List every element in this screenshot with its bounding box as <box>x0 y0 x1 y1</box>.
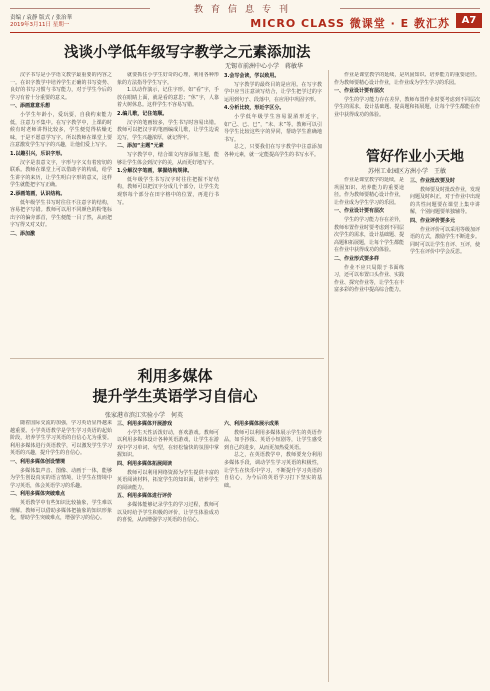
paragraph: 总之，只要我们在写字教学中注意添加各种元素，就一定能提高学生的书写水平。 <box>224 144 322 158</box>
paragraph: 英语教学中有些知识比较抽象，学生难以理解。教师可以借助多媒体把抽象的知识形象化，帮助学生突破难点，增强学习的信心。 <box>10 499 112 522</box>
paragraph: 多媒体集声音、图像、动画于一体，能够为学生创设真实的语言情境，让学生在情境中学习英语，体会英语学习的乐趣。 <box>10 467 112 489</box>
paragraph: 作业评价可以采用等级加评语的方式，激励学生不断进步。同时可以让学生自评、互评，使学生在评价中学会反思。 <box>410 226 480 256</box>
subheading: 2.编儿歌，记住笔顺。 <box>117 110 168 117</box>
masthead <box>0 0 490 38</box>
paragraph: 学生的学习能力存在差异，教师布置作业时要考虑到不同层次学生的需求，设计基础题、提高题和拓展题，让每个学生都能在作业中获得成功的体验。 <box>334 216 404 254</box>
subheading: 六、利用多媒体展示成果 <box>224 421 280 427</box>
paragraph: 多媒体能够记录学生的学习过程，教师可以及时给予学生积极的评价，让学生体验成功的喜悦，从而增强学习英语的自信心。 <box>117 501 219 524</box>
article3-col2 <box>117 420 219 682</box>
article1-col1 <box>10 72 112 354</box>
paragraph: 汉字书写是小学语文教学最重要的内容之一。在识字教学中培养学生正确的书写姿势、良好的书写习惯与书写能力，对于学生今后的学习有着十分重要的意义。 <box>10 72 112 101</box>
subheading: 三、作业批改要及时 <box>410 178 456 184</box>
issue-date: 2019年3月11日 星期一 <box>10 22 70 28</box>
page-number: A7 <box>456 13 482 28</box>
paragraph: 低年级学生书写汉字时往往把握不好结构，教师可以把汉字分成几个部分，让学生先观察每个部分在田字格中的位置，再进行书写。 <box>117 176 219 206</box>
paragraph: 小学低年级学生容易混淆形近字，如“己、已、巳”，“未、末”等。教师可以引导学生比较这些字的异同，帮助学生准确地书写。 <box>224 113 322 143</box>
design: 版式 / 张治華 <box>39 15 72 21</box>
subheading: 四、作业评价要多元 <box>410 217 456 224</box>
subheading: 一、作业设计要有层次 <box>334 88 385 95</box>
article3-col1 <box>10 420 112 682</box>
subheading: 四、利用多媒体拓展阅读 <box>117 460 173 467</box>
paragraph: 写字教学的最终目的是应用。在写字教学中应当注意读写结合，让学生把学过的字运用到句子、段落中，在应用中巩固字形。 <box>224 81 322 103</box>
paragraph: 随着国际交流的加强，学习英语显得越来越重要。小学英语教学是学生学习英语的起始阶段，培养学生学习英语的自信心尤为重要。利用多媒体进行英语教学，可以激发学生学习英语的兴趣，提升学生的自信心。 <box>10 420 112 457</box>
issue-meta <box>10 15 72 29</box>
subheading: 一、利用多媒体创设情境 <box>10 458 66 465</box>
subheading: 一、作业设计要有层次 <box>334 208 385 215</box>
paragraph: 写字教学中，结合课文内容添加主题，能够让学生体会到汉字的美，从而更好地写字。 <box>117 151 219 166</box>
subheading: 一、添画意意乐想 <box>10 103 51 110</box>
paragraph: 汉字的笔画较多，学生书写时容易出错。教师可以把汉字的笔画编成儿歌，让学生边说边写，学生兴趣浓厚，就记得牢。 <box>117 119 219 141</box>
paragraph: 就要抓住小学生好奇的心理，利用各种形象的方法指导学生写字。 <box>117 72 219 86</box>
subheading: 二、添加激 <box>10 230 36 237</box>
paragraph: 汉字是表意文字，字形与字义有着密切的联系。教师在课堂上可以借助字的构成，给学生讲字的来历，让学生明白字形的意义，这样学生就能把字写正确。 <box>10 159 112 189</box>
paragraph: 小学生年龄小，爱玩耍，自我约束能力低，注意力不集中。在写字教学中，上课的时候有时老师讲得比较多，学生便觉得枯燥无味，于是不愿意学写字。所以教师在课堂上要注意激发学生写字的兴趣，让他们爱上写字。 <box>10 111 112 149</box>
paragraph: 教师可以利用多媒体展示学生的英语作品，如手抄报、英语小短剧等，让学生感受到自己的进步，从而更加热爱英语。 <box>224 429 322 451</box>
article2-col1 <box>334 177 404 682</box>
subheading: 1.以趣引兴，乐识字形。 <box>10 150 66 157</box>
article-divider <box>10 358 324 359</box>
article3-col3 <box>224 420 322 682</box>
article1-col2 <box>117 72 219 354</box>
subheading: 五、利用多媒体进行评价 <box>117 493 173 500</box>
subheading: 4.分析比较，形近字区分。 <box>224 105 285 112</box>
article2-intro <box>334 72 480 142</box>
article3-title: 利用多媒体 提升学生英语学习自信心 <box>92 367 258 405</box>
subheading: 2.添画笔画，认识结构。 <box>10 190 66 197</box>
paragraph: 小学生天性活泼好动，喜欢游戏。教师可以利用多媒体设计各种英语游戏，让学生在游戏中学习单词、句型，在轻松愉快的氛围中掌握知识。 <box>117 429 219 459</box>
subheading: 3.会写会读，学以致用。 <box>224 73 280 79</box>
paragraph: 1.以动作演示，记住字形。如“看”字，手放在眼睛上面，就是看的意思；“休”字，人靠着大树休息。这样学生不容易写错。 <box>117 87 219 109</box>
subheading: 三、利用多媒体开展游戏 <box>117 421 173 427</box>
paragraph: 低年级学生书写时往往不注意字的结构，容易把字写错。教师可以用不同颜色的粉笔标出字的偏旁部首，学生便能一目了然，从而把字写得又对又好。 <box>10 199 112 229</box>
subheading: 1.分解汉字笔画，掌握结构规律。 <box>117 168 193 175</box>
subheading: 二、作业形式要多样 <box>334 255 380 262</box>
paragraph: 总之，在英语教学中，教师要充分利用多媒体手段，调动学生学习英语的积极性，让学生在快乐中学习，不断提升学习英语的自信心，为今后的英语学习打下坚实的基础。 <box>224 452 322 489</box>
paragraph: 作业是课堂教学的延续，是巩固知识、培养能力的重要途径。作为教师要精心设计作业，让作业成为学生学习的乐园。 <box>334 177 404 206</box>
subheading: 二、添加“主题”元素 <box>117 143 164 150</box>
paragraph: 作业不应只局限于书面练习，还可以布置口头作业、实践作业、探究作业等，让学生在丰富多彩的作业中提高综合能力。 <box>334 264 404 294</box>
masthead-title: 教育信息专刊 <box>193 5 296 15</box>
subheading: 二、利用多媒体突破难点 <box>10 491 66 498</box>
article1-col3 <box>224 72 322 354</box>
editor: 责编 / 袁静 <box>10 15 38 21</box>
article2-title: 管好作业小天地 <box>366 149 464 165</box>
paragraph: 教师可以利用网络资源为学生提供丰富的英语阅读材料，拓宽学生的知识面，培养学生的阅读能力。 <box>117 469 219 491</box>
paragraph: 教师要及时批改作业，发现问题及时纠正，对于作业中出现的共性问题要在课堂上集中讲解，个别问题要单独辅导。 <box>410 186 480 216</box>
column-divider <box>328 70 329 682</box>
section-name: MICRO CLASS 微课堂 · E 教汇苏 <box>250 17 450 30</box>
article1-byline: 无锡市前洲中心小学 蒋敏华 <box>225 63 304 70</box>
article2-byline: 苏州工业园区方洲小学 王敏 <box>368 168 447 175</box>
article3-byline: 张家港市滨江实验小学 何英 <box>105 412 184 419</box>
masthead-divider <box>10 32 480 33</box>
paragraph: 学生的学习能力存在差异，教师布置作业时要考虑到不同层次学生的需求，设计基础题、提高题和拓展题，让每个学生都能在作业中获得成功的体验。 <box>334 96 480 118</box>
article2-col2 <box>410 177 480 682</box>
article1-title: 浅谈小学低年级写字教学之元素添加法 <box>64 44 311 61</box>
paragraph: 作业是课堂教学的延续，是巩固知识、培养能力的重要途径。作为教师要精心设计作业，让作业成为学生学习的乐园。 <box>334 72 480 86</box>
